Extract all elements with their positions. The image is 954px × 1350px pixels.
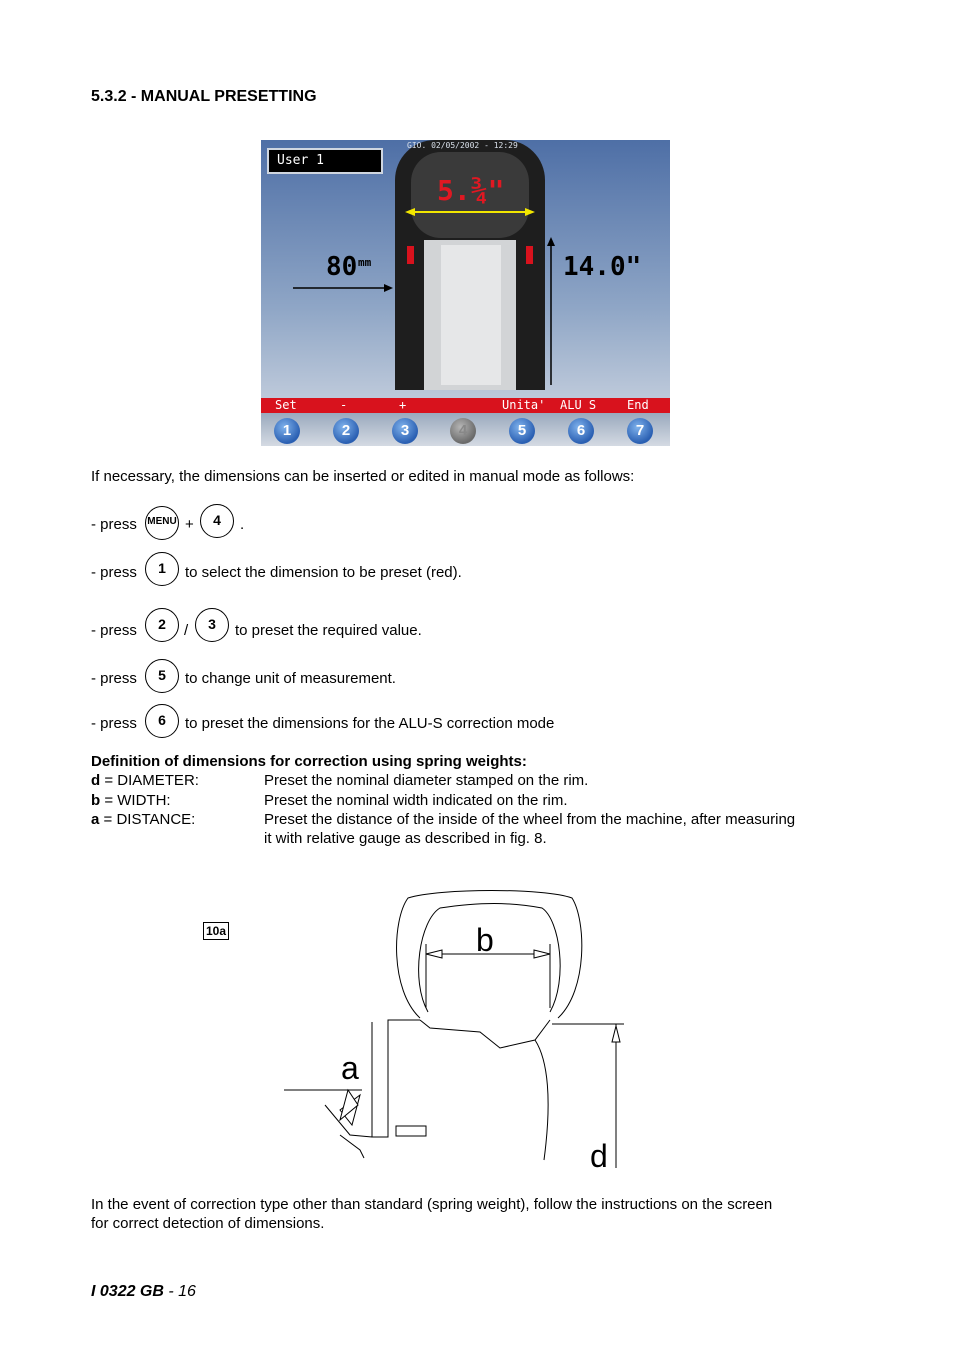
definition-desc: Preset the nominal diameter stamped on the rim. (264, 772, 589, 789)
step-prefix: - press (91, 670, 137, 687)
step-text: . (240, 516, 245, 533)
user-indicator: User 1 (267, 148, 383, 174)
definition-desc: Preset the distance of the inside of the wheel from the machine, after measuring (264, 811, 796, 828)
menu-key-icon: MENU (145, 506, 179, 540)
definition-desc: Preset the nominal width indicated on the rim. (264, 792, 568, 809)
definitions-title: Definition of dimensions for correction using spring weights: (91, 753, 527, 770)
key-6[interactable]: 6 (568, 418, 594, 444)
step-text: to select the dimension to be preset (red). (185, 564, 462, 581)
function-label-alus: ALU S (560, 398, 597, 412)
step-prefix: - press (91, 516, 137, 533)
step-text: to preset the required value. (235, 622, 422, 639)
key-4-icon: 4 (200, 504, 234, 538)
distance-value: 80 (326, 252, 358, 282)
step-prefix: - press (91, 564, 137, 581)
function-label-set: Set (275, 398, 297, 412)
term-letter: d (91, 772, 101, 789)
step-separator: / (184, 622, 189, 639)
dimension-b-label: b (476, 922, 494, 958)
key-4[interactable]: 4 (450, 418, 476, 444)
key-3[interactable]: 3 (392, 418, 418, 444)
term-label: = DIAMETER: (100, 772, 199, 789)
width-value: 5.¾" (437, 174, 505, 207)
datetime: GIO. 02/05/2002 - 12:29 (407, 141, 518, 150)
wheel-dimension-diagram (280, 880, 640, 1170)
closing-text-line: for correct detection of dimensions. (91, 1215, 325, 1232)
key-5[interactable]: 5 (509, 418, 535, 444)
function-label-minus: - (340, 398, 348, 412)
step-prefix: - press (91, 715, 137, 732)
distance-unit: mm (358, 256, 372, 269)
machine-screen (261, 140, 670, 446)
key-3-icon: 3 (195, 608, 229, 642)
closing-text-line: In the event of correction type other than standard (spring weight), follow the instructions on the screen (91, 1196, 773, 1213)
function-label-plus: + (399, 398, 407, 412)
page-number: - 16 (163, 1283, 196, 1300)
definition-term (91, 792, 171, 809)
step-separator: + (185, 516, 194, 533)
key-1[interactable]: 1 (274, 418, 300, 444)
key-2[interactable]: 2 (333, 418, 359, 444)
term-label: = WIDTH: (100, 792, 171, 809)
definition-term (91, 811, 195, 828)
step-text: to change unit of measurement. (185, 670, 396, 687)
function-bar (261, 398, 670, 413)
intro-text: If necessary, the dimensions can be inserted or edited in manual mode as follows: (91, 468, 635, 485)
key-6-icon: 6 (145, 704, 179, 738)
key-2-icon: 2 (145, 608, 179, 642)
doc-code: I 0322 GB (91, 1283, 164, 1300)
definition-term (91, 772, 199, 789)
definition-desc-cont: it with relative gauge as described in fig. 8. (264, 830, 547, 847)
step-text: to preset the dimensions for the ALU-S correction mode (185, 715, 555, 732)
key-7[interactable]: 7 (627, 418, 653, 444)
step-prefix: - press (91, 622, 137, 639)
function-label-end: End (627, 398, 649, 412)
key-5-icon: 5 (145, 659, 179, 693)
term-letter: a (91, 811, 100, 828)
figure-label: 10a (203, 922, 229, 940)
section-heading: 5.3.2 - MANUAL PRESETTING (91, 88, 317, 105)
term-label: = DISTANCE: (99, 811, 196, 828)
diameter-value: 14.0" (563, 252, 642, 282)
term-letter: b (91, 792, 101, 809)
key-1-icon: 1 (145, 552, 179, 586)
function-label-unit: Unita' (502, 398, 546, 412)
dimension-d-label: d (590, 1138, 608, 1174)
dimension-a-label: a (341, 1050, 359, 1086)
page-footer (91, 1283, 196, 1301)
